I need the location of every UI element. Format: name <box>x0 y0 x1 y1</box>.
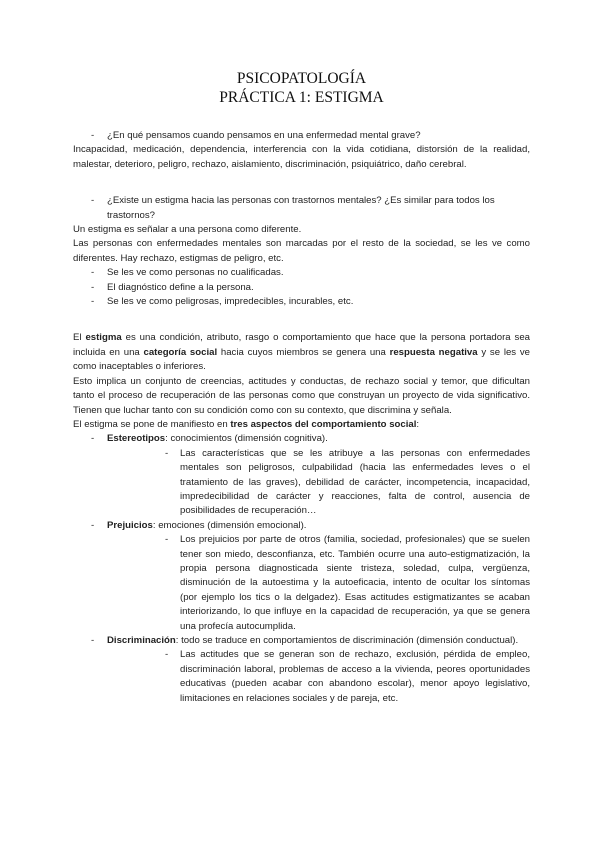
question-1 <box>73 129 530 143</box>
bullet-dash: - <box>91 635 95 646</box>
title-subject: PSICOPATOLOGÍA <box>236 70 367 87</box>
aspect-detail-list <box>107 533 530 634</box>
list-item: - El diagnóstico define a la persona. <box>73 281 530 295</box>
bullet-dash: - <box>165 649 169 661</box>
list-item: - Se les ve como personas no cualificadas. <box>73 266 530 280</box>
answer-2-line-1: Un estigma es señalar a una persona como diferente. <box>73 224 302 236</box>
bullet-dash: - <box>91 267 95 279</box>
answer-1: Incapacidad, medicación, dependencia, interferencia con la vida cotidiana, distorsión de la realidad, malestar, deterioro, peligro, rechazo, aislamiento, discriminación, psiquiátrico, daño cerebral. <box>73 144 530 170</box>
question-1-text: ¿En qué pensamos cuando pensamos en una enfermedad mental grave? <box>107 130 421 141</box>
stigma-implications: Esto implica un conjunto de creencias, actitudes y conductas, de rechazo social y temor, que dificultan tanto el proceso de recuperación de las personas como que construyan un proyecto de vida significativo. Tienen que luchar tanto con su condición como con su contexto, que discrimina y señala. <box>73 375 530 416</box>
bullet-dash: - <box>91 433 95 445</box>
aspect-name: Prejuicios <box>107 519 153 531</box>
bullet-dash: - <box>165 447 169 459</box>
answer-2-line-2: Las personas con enfermedades mentales son marcadas por el resto de la sociedad, se les ve como diferentes. Hay rechazo, estigmas de peligro, etc. <box>73 238 530 264</box>
bullet-dash: - <box>91 296 95 308</box>
bullet-dash: - <box>91 519 95 531</box>
question-2 <box>73 194 530 223</box>
aspect-stereotypes <box>73 432 530 518</box>
question-2-text: ¿Existe un estigma hacia las personas con trastornos mentales? ¿Es similar para todos los trastornos? <box>107 195 495 221</box>
aspect-name: Estereotipos <box>107 433 166 445</box>
bullet-dash: - <box>91 281 95 293</box>
stigma-definition: El estigma es una condición, atributo, rasgo o comportamiento que hace que la persona portadora sea incluida en una categoría social hacia cuyos miembros se genera una respuesta negativa y se les ve como inaceptables o inferiores. <box>73 332 530 373</box>
aspect-prejudices <box>73 519 530 634</box>
aspect-discrimination <box>73 634 530 706</box>
aspect-desc: : todo se traduce en comportamientos de discriminación (dimensión conductual). <box>175 635 519 646</box>
answer-2-list <box>73 266 530 309</box>
title-practice: PRÁCTICA 1: ESTIGMA <box>219 88 384 106</box>
bullet-dash: - <box>165 534 169 546</box>
aspect-desc: : emociones (dimensión emocional). <box>152 519 307 531</box>
aspect-detail-list <box>107 447 530 519</box>
document-title <box>73 70 530 107</box>
stigma-aspects-intro: El estigma se pone de manifiesto en tres aspectos del comportamiento social: <box>73 418 420 430</box>
bullet-dash: - <box>91 130 95 141</box>
aspect-detail: - Las características que se les atribuye a las personas con enfermedades mentales son peligrosos, culpabilidad (hacia las enfermedades leves o el tratamiento de las graves), debilidad de carácter, incompetencia, incapacidad, impredecibilidad de carácter y reacciones, falta de control, ausencia de posibilidades de recuperación… <box>165 447 530 517</box>
aspect-detail-list <box>107 648 530 706</box>
bullet-dash: - <box>91 195 95 207</box>
aspect-detail: - Los prejuicios por parte de otros (familia, sociedad, profesionales) que se suelen tener son miedo, desconfianza, etc. También ocurre una auto-estigmatización, la propia persona diagnosticada siente tristeza, soledad, culpa, vergüenza, disminución de la autoestima y la autoeficacia, intento de ocultar los síntomas (por ejemplo los tics o la delgadez). Esas actitudes estigmatizantes se acaban interiorizando, lo que influye en la capacidad de recuperación, ya que se genera una profecía autocumplida. <box>165 534 530 632</box>
aspect-detail: - Las actitudes que se generan son de rechazo, exclusión, pérdida de empleo, discriminación laboral, problemas de acceso a la vivienda, peores oportunidades educativas (pueden acabar con abandono escolar), menor apoyo legislativo, limitaciones en relaciones sociales y de pareja, etc. <box>165 649 530 704</box>
aspects-list <box>73 432 530 706</box>
aspect-desc: : conocimientos (dimensión cognitiva). <box>165 433 328 445</box>
aspect-name: Discriminación <box>107 635 176 646</box>
list-item: - Se les ve como peligrosas, impredecibles, incurables, etc. <box>73 295 530 309</box>
